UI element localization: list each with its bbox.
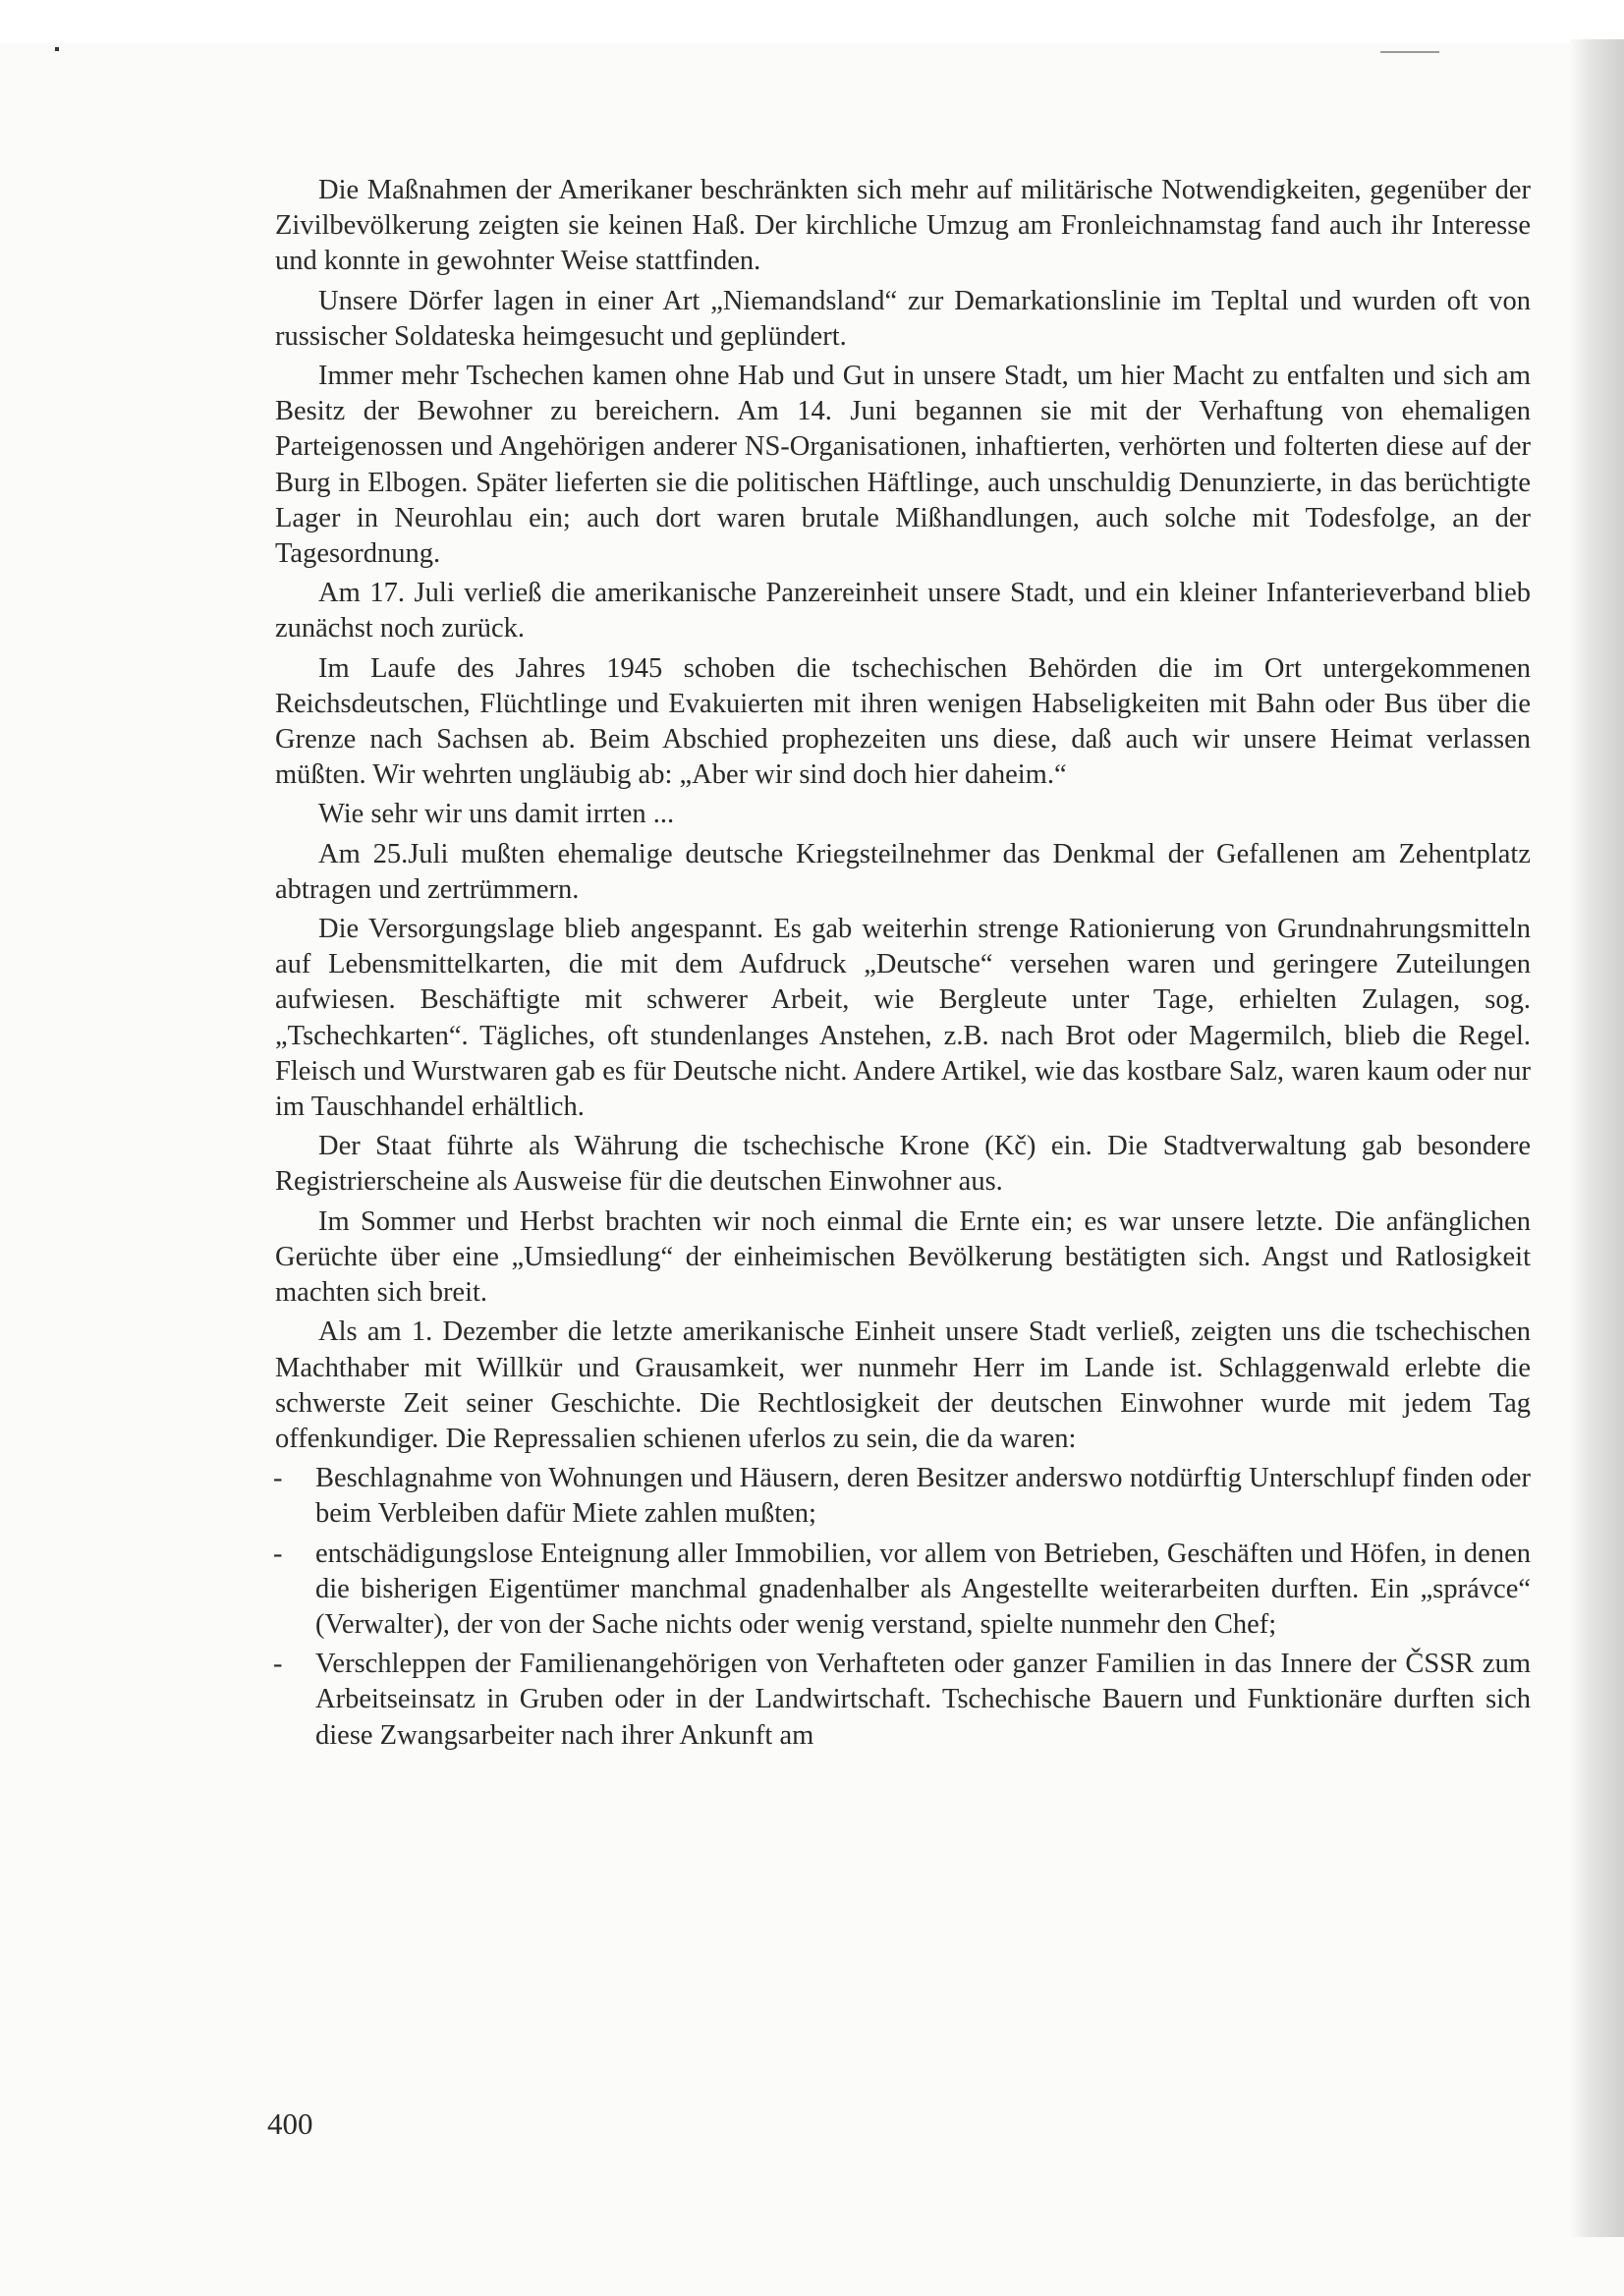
scan-top-edge [0, 0, 1624, 43]
paragraph-10 [275, 1204, 1531, 1312]
paragraph-2 [275, 284, 1531, 355]
list-item [275, 1537, 1531, 1644]
paragraph-text: Wie sehr wir uns damit irrten ... [318, 799, 675, 830]
paragraph-3 [275, 359, 1531, 572]
paragraph-6 [275, 797, 1531, 832]
paragraph-5 [275, 651, 1531, 794]
paragraph-text: Immer mehr Tschechen kamen ohne Hab und Gut in unsere Stadt, um hier Macht zu entfalten und sich am Besitz der Bewohner zu bereichern. Am 14. Juni begannen sie mit der Verhaftung von ehemaligen Parteigenossen und Angehörigen anderer NS-Organisationen, inhaftierten, verhörten und folterten diese auf der Burg in Elbogen. Später lieferten sie die politischen Häftlinge, auch unschuldig Denunzierte, in das berüchtigte Lager in Neurohlau ein; auch dort waren brutale Mißhandlungen, auch solche mit Todesfolge, an der Tagesordnung. [275, 361, 1531, 570]
paragraph-text: Im Laufe des Jahres 1945 schoben die tschechischen Behörden die im Ort untergekommenen Reichsdeutschen, Flüchtlinge und Evakuierten mit ihren wenigen Habseligkeiten mit Bahn oder Bus über die Grenze nach Sachsen ab. Beim Abschied prophezeiten uns diese, daß auch wir unsere Heimat verlassen müßten. Wir wehrten ungläubig ab: „Aber wir sind doch hier daheim.“ [275, 652, 1531, 791]
page-number: 400 [267, 2106, 313, 2141]
scan-speck [55, 47, 59, 51]
paragraph-1 [275, 173, 1531, 280]
paragraph-text: Die Maßnahmen der Amerikaner beschränkten sich mehr auf militärische Notwendigkeiten, gegenüber der Zivilbevölkerung zeigten sie keinen Haß. Der kirchliche Umzug am Fronleichnamstag fand auch ihr Interesse und konnte in gewohnter Weise stattfinden. [275, 175, 1531, 277]
paragraph-text: Die Versorgungslage blieb angespannt. Es gab weiterhin strenge Rationierung von Grundnahrungsmitteln auf Lebensmittelkarten, die mit dem Aufdruck „Deutsche“ versehen waren und geringere Zuteilungen aufwiesen. Beschäftigte mit schwerer Arbeit, wie Bergleute unter Tage, erhielten Zulagen, sog. „Tschechkarten“. Tägliches, oft stundenlanges Anstehen, z.B. nach Brot oder Magermilch, blieb die Regel. Fleisch und Wurstwaren gab es für Deutsche nicht. Andere Artikel, wie das kostbare Salz, waren kaum oder nur im Tauschhandel erhältlich. [275, 914, 1531, 1123]
list-item-text: entschädigungslose Enteignung aller Immobilien, vor allem von Betrieben, Geschäften und Höfen, in denen die bisherigen Eigentümer manchmal gnadenhalber als Angestellte weiterarbeiten durften. Ein „správce“ (Verwalter), der von der Sache nichts oder wenig verstand, spielte nunmehr den Chef; [315, 1538, 1531, 1640]
paragraph-text: Am 17. Juli verließ die amerikanische Panzereinheit unsere Stadt, und ein kleiner Infanterieverband blieb zunächst noch zurück. [275, 578, 1531, 644]
paragraph-text: Im Sommer und Herbst brachten wir noch einmal die Ernte ein; es war unsere letzte. Die anfänglichen Gerüchte über eine „Umsiedlung“ der einheimischen Bevölkerung bestätigten sich. Angst und Ratlosigkeit machten sich breit. [275, 1205, 1531, 1309]
list-item [275, 1647, 1531, 1754]
list-dash: - [273, 1649, 283, 1680]
page-gutter-shadow [1570, 39, 1624, 2237]
list-dash: - [273, 1538, 283, 1569]
list-item-text: Beschlagnahme von Wohnungen und Häusern, deren Besitzer anderswo notdürftig Unterschlupf finden oder beim Verbleiben dafür Miete zahlen mußten; [315, 1463, 1531, 1530]
paragraph-4 [275, 576, 1531, 646]
body-text [275, 173, 1531, 1758]
list-item [275, 1461, 1531, 1532]
scan-edge-line [1380, 51, 1439, 53]
paragraph-8 [275, 912, 1531, 1125]
list-dash: - [273, 1463, 283, 1494]
paragraph-text: Unsere Dörfer lagen in einer Art „Niemandsland“ zur Demarkationslinie im Tepltal und wurden oft von russischer Soldateska heimgesucht und geplündert. [275, 285, 1531, 352]
paragraph-7 [275, 837, 1531, 908]
paragraph-text: Als am 1. Dezember die letzte amerikanische Einheit unsere Stadt verließ, zeigten uns die tschechischen Machthaber mit Willkür und Grausamkeit, wer nunmehr Herr im Lande ist. Schlaggenwald erlebte die schwerste Zeit seiner Geschichte. Die Rechtlosigkeit der deutschen Einwohner wurde mit jedem Tag offenkundiger. Die Repressalien schienen uferlos zu sein, die da waren: [275, 1316, 1531, 1454]
paragraph-9 [275, 1129, 1531, 1200]
paragraph-text: Am 25.Juli mußten ehemalige deutsche Kriegsteilnehmer das Denkmal der Gefallenen am Zehentplatz abtragen und zertrümmern. [275, 838, 1531, 905]
paragraph-11 [275, 1315, 1531, 1457]
paragraph-text: Der Staat führte als Währung die tschechische Krone (Kč) ein. Die Stadtverwaltung gab besondere Registrierscheine als Ausweise für die deutschen Einwohner aus. [275, 1131, 1531, 1198]
list-item-text: Verschleppen der Familienangehörigen von Verhafteten oder ganzer Familien in das Innere der ČSSR zum Arbeitseinsatz in Gruben oder in der Landwirtschaft. Tschechische Bauern und Funktionäre durften sich diese Zwangsarbeiter nach ihrer Ankunft am [315, 1649, 1531, 1751]
